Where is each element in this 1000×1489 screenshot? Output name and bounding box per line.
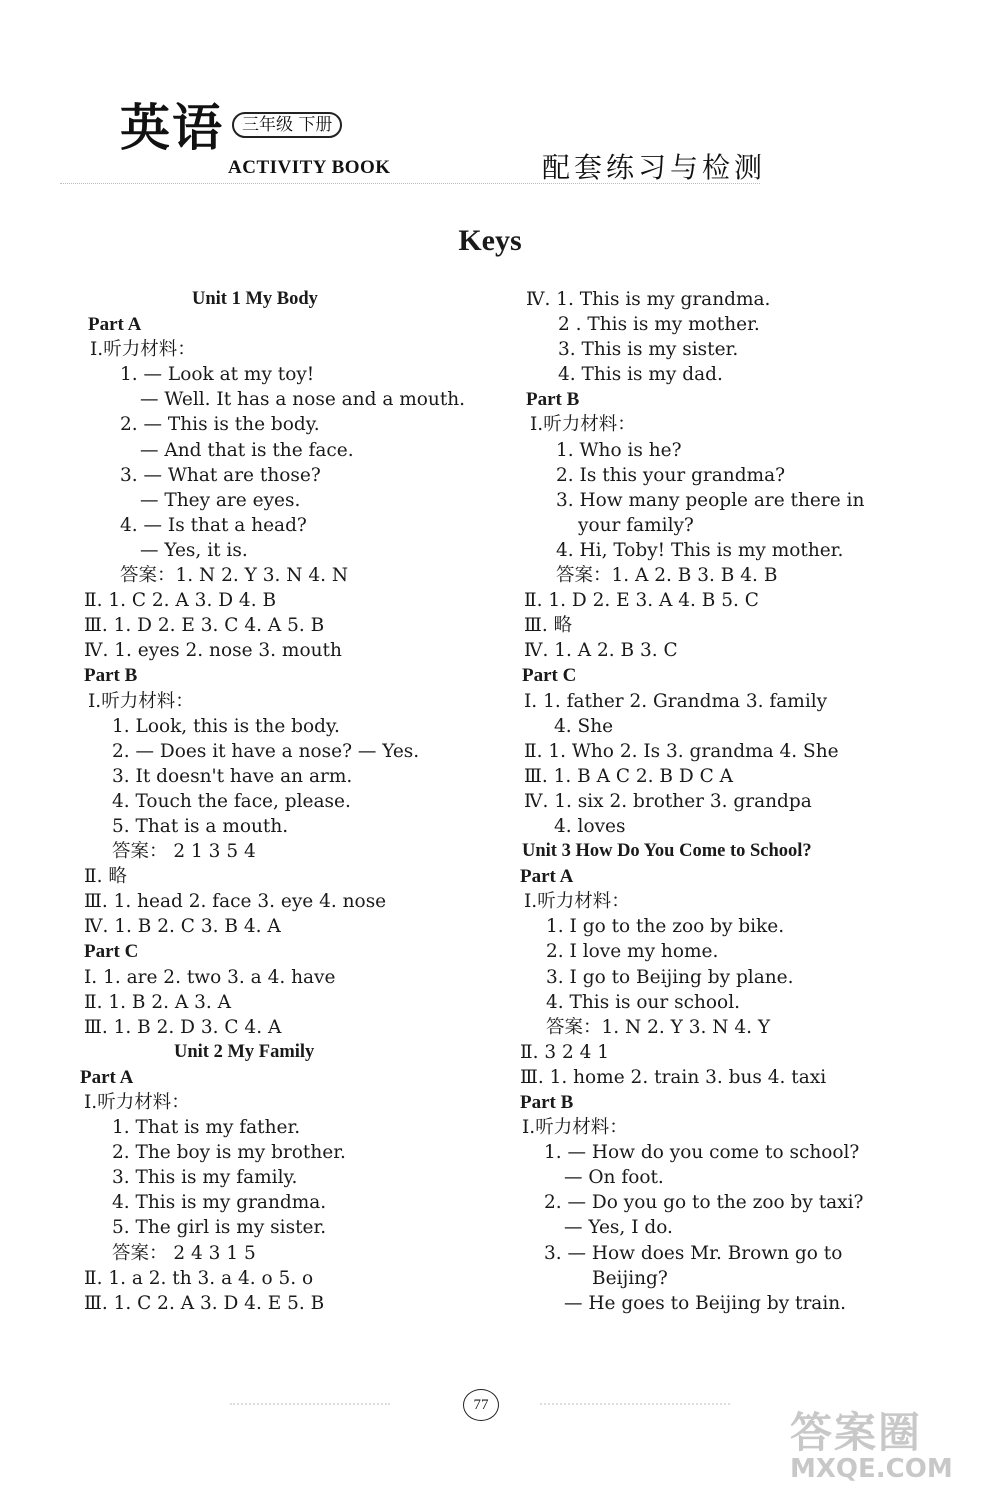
left-answer-line: 3. It doesn't have an arm.: [112, 765, 353, 787]
left-answer-line: 5. That is a mouth.: [112, 815, 289, 837]
watermark-url: MXQE.COM: [790, 1454, 953, 1484]
watermark: [790, 1400, 990, 1484]
right-answer-line: 答案：1. N 2. Y 3. N 4. Y: [546, 1016, 771, 1038]
footer-divider-right: [540, 1403, 730, 1405]
left-answer-line: Ⅱ. 略: [84, 866, 127, 888]
left-answer-line: 答案： 2 1 3 5 4: [112, 841, 256, 863]
right-answer-line: 3. This is my sister.: [558, 339, 739, 361]
right-answer-line: Ⅰ.听力材料：: [524, 891, 630, 913]
left-answer-line: 2. — This is the body.: [120, 414, 320, 436]
left-answer-line: Ⅳ. 1. B 2. C 3. B 4. A: [84, 916, 281, 938]
watermark-logo: 答案圈: [790, 1408, 923, 1457]
right-answer-line: 2 . This is my mother.: [558, 314, 760, 336]
right-answer-line: 1. Who is he?: [556, 439, 682, 461]
left-answer-line: 1. That is my father.: [112, 1117, 301, 1139]
right-answer-line: Ⅳ. 1. A 2. B 3. C: [524, 640, 678, 662]
left-answer-line: Ⅲ. 1. B 2. D 3. C 4. A: [84, 1016, 282, 1038]
right-answer-line: 2. Is this your grandma?: [556, 464, 786, 486]
right-answer-line: 2. I love my home.: [546, 941, 719, 963]
left-answer-line: — And that is the face.: [140, 439, 354, 461]
page-number: 77: [463, 1389, 499, 1421]
left-answer-line: 1. Look, this is the body.: [112, 715, 340, 737]
right-answer-line: 3. — How does Mr. Brown go to: [544, 1242, 843, 1264]
activity-book-label: ACTIVITY BOOK: [228, 157, 391, 178]
left-answer-line: — They are eyes.: [140, 489, 301, 511]
right-part-heading: Part C: [522, 665, 577, 687]
left-answer-line: 4. This is my grandma.: [112, 1192, 327, 1214]
right-answer-line: Ⅱ. 1. Who 2. Is 3. grandma 4. She: [524, 740, 839, 762]
right-answer-line: 4. This is my dad.: [558, 364, 723, 386]
left-part-heading: Part C: [84, 941, 139, 963]
left-answer-line: 答案： 2 4 3 1 5: [112, 1242, 256, 1264]
right-answer-line: 1. — How do you come to school?: [544, 1142, 860, 1164]
footer-divider-left: [230, 1403, 390, 1405]
right-answer-line: — Yes, I do.: [564, 1217, 673, 1239]
right-unit-heading: Unit 3 How Do You Come to School?: [522, 841, 812, 862]
right-answer-line: — He goes to Beijing by train.: [564, 1292, 847, 1314]
right-answer-line: 答案：1. A 2. B 3. B 4. B: [556, 565, 778, 587]
left-answer-line: Ⅰ. 1. are 2. two 3. a 4. have: [84, 966, 336, 988]
right-answer-line: your family?: [578, 514, 694, 536]
left-answer-line: 5. The girl is my sister.: [112, 1217, 327, 1239]
right-answer-line: 4. Hi, Toby! This is my mother.: [556, 539, 844, 561]
right-answer-line: 4. loves: [554, 815, 626, 837]
left-answer-line: Ⅱ. 1. B 2. A 3. A: [84, 991, 232, 1013]
right-answer-line: 2. — Do you go to the zoo by taxi?: [544, 1192, 864, 1214]
left-answer-line: 2. The boy is my brother.: [112, 1142, 346, 1164]
left-answer-line: 4. Touch the face, please.: [112, 790, 351, 812]
left-part-heading: Part A: [80, 1066, 134, 1088]
right-part-heading: Part B: [526, 389, 580, 411]
right-answer-line: Ⅱ. 3 2 4 1: [520, 1041, 610, 1063]
right-answer-line: Ⅲ. 略: [524, 615, 573, 637]
right-answer-line: Ⅱ. 1. D 2. E 3. A 4. B 5. C: [524, 590, 759, 612]
left-answer-line: Ⅰ.听力材料：: [88, 690, 194, 712]
left-answer-line: Ⅲ. 1. D 2. E 3. C 4. A 5. B: [84, 615, 325, 637]
right-answer-line: 3. I go to Beijing by plane.: [546, 966, 794, 988]
right-answer-line: Ⅰ.听力材料：: [522, 1117, 628, 1139]
right-answer-line: — On foot.: [564, 1167, 664, 1189]
left-answer-line: — Yes, it is.: [140, 539, 248, 561]
left-unit-heading: Unit 1 My Body: [192, 289, 318, 309]
right-part-heading: Part A: [520, 866, 574, 888]
left-answer-line: Ⅲ. 1. C 2. A 3. D 4. E 5. B: [84, 1292, 325, 1314]
right-answer-line: 4. She: [554, 715, 614, 737]
answer-column-right: [520, 287, 940, 1316]
right-answer-line: 3. How many people are there in: [556, 489, 865, 511]
left-answer-line: Ⅲ. 1. head 2. face 3. eye 4. nose: [84, 891, 387, 913]
right-answer-line: Ⅲ. 1. B A C 2. B D C A: [524, 765, 734, 787]
right-answer-line: Beijing?: [592, 1267, 668, 1289]
left-part-heading: Part B: [84, 665, 138, 687]
header-divider: [60, 183, 760, 184]
left-answer-line: 3. This is my family.: [112, 1167, 298, 1189]
left-unit-heading: Unit 2 My Family: [174, 1041, 315, 1062]
left-answer-line: Ⅰ.听力材料：: [90, 339, 196, 361]
right-answer-line: 4. This is our school.: [546, 991, 740, 1013]
page-title: Keys: [458, 224, 522, 257]
right-answer-line: Ⅳ. 1. six 2. brother 3. grandpa: [524, 790, 812, 812]
right-part-heading: Part B: [520, 1092, 574, 1113]
right-answer-line: Ⅰ. 1. father 2. Grandma 3. family: [524, 690, 828, 712]
left-answer-line: 3. — What are those?: [120, 464, 321, 486]
series-title: 配套练习与检测: [542, 151, 767, 184]
right-answer-line: 1. I go to the zoo by bike.: [546, 916, 785, 938]
left-answer-line: 2. — Does it have a nose? — Yes.: [112, 740, 420, 762]
left-part-heading: Part A: [88, 314, 142, 336]
left-answer-line: — Well. It has a nose and a mouth.: [140, 389, 466, 411]
right-answer-line: Ⅰ.听力材料：: [530, 414, 636, 436]
left-answer-line: Ⅱ. 1. a 2. th 3. a 4. o 5. o: [84, 1267, 314, 1289]
subject-title: 英语: [120, 99, 224, 157]
left-answer-line: 1. — Look at my toy!: [120, 364, 315, 386]
right-answer-line: Ⅳ. 1. This is my grandma.: [526, 289, 771, 310]
grade-badge: 三年级 下册: [232, 112, 342, 138]
page-header: [0, 0, 1000, 200]
left-answer-line: Ⅰ.听力材料：: [84, 1092, 190, 1113]
answer-column-left: [80, 287, 500, 1316]
left-answer-line: 答案：1. N 2. Y 3. N 4. N: [120, 565, 349, 587]
left-answer-line: Ⅱ. 1. C 2. A 3. D 4. B: [84, 590, 277, 612]
left-answer-line: Ⅳ. 1. eyes 2. nose 3. mouth: [84, 640, 342, 662]
right-answer-line: Ⅲ. 1. home 2. train 3. bus 4. taxi: [520, 1066, 827, 1088]
left-answer-line: 4. — Is that a head?: [120, 514, 307, 536]
